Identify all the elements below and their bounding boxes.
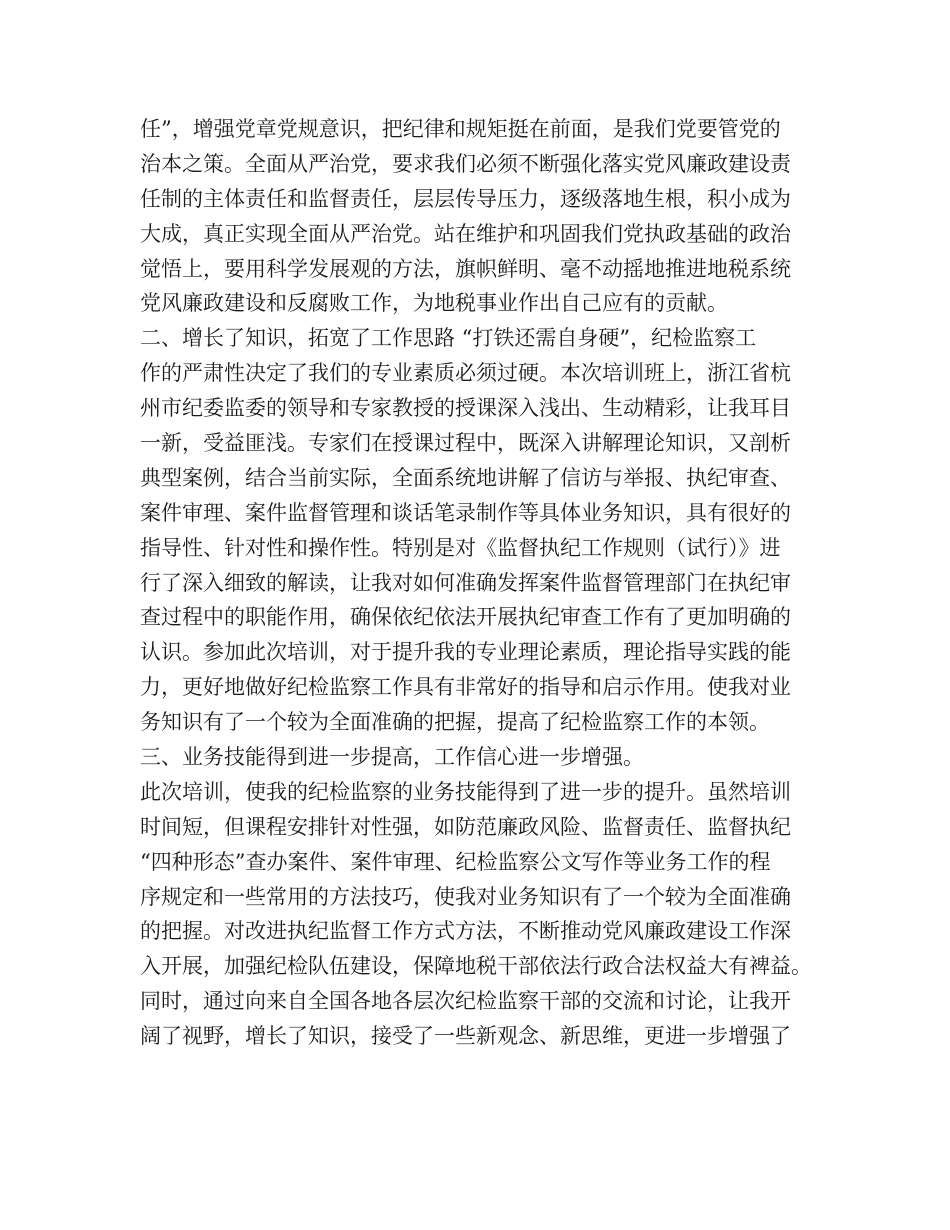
section-heading-2: 二、增长了知识，拓宽了工作思路 “打铁还需自身硬”，纪检监察工 bbox=[140, 326, 757, 351]
text-line: 案件审理、案件监督管理和谈话笔录制作等具体业务知识，具有很好的 bbox=[140, 500, 791, 525]
text-line: 的把握。对改进执纪监督工作方式方法，不断推动党风廉政建设工作深 bbox=[140, 919, 791, 944]
body-text bbox=[140, 112, 830, 1054]
text-line: 务知识有了一个较为全面准确的把握，提高了纪检监察工作的本领。 bbox=[140, 710, 770, 735]
text-line: 作的严肃性决定了我们的专业素质必须过硬。本次培训班上，浙江省杭 bbox=[140, 361, 791, 386]
text-line: 大成，真正实现全面从严治党。站在维护和巩固我们党执政基础的政治 bbox=[140, 221, 791, 246]
text-line: 阔了视野，增长了知识，接受了一些新观念、新思维，更进一步增强了 bbox=[140, 1024, 791, 1049]
text-line: 此次培训，使我的纪检监察的业务技能得到了进一步的提升。虽然培训 bbox=[140, 779, 791, 804]
text-line: 指导性、针对性和操作性。特别是对《监督执纪工作规则（试行）》进 bbox=[140, 535, 781, 560]
text-line: 认识。参加此次培训，对于提升我的专业理论素质，理论指导实践的能 bbox=[140, 640, 791, 665]
text-line: 一新，受益匪浅。专家们在授课过程中，既深入讲解理论知识，又剖析 bbox=[140, 431, 791, 456]
text-line: 力，更好地做好纪检监察工作具有非常好的指导和启示作用。使我对业 bbox=[140, 675, 791, 700]
text-line: “四种形态”查办案件、案件审理、纪检监察公文写作等业务工作的程 bbox=[140, 849, 771, 874]
text-line: 行了深入细致的解读，让我对如何准确发挥案件监督管理部门在执纪审 bbox=[140, 570, 791, 595]
text-line: 治本之策。全面从严治党，要求我们必须不断强化落实党风廉政建设责 bbox=[140, 151, 791, 176]
text-line: 序规定和一些常用的方法技巧，使我对业务知识有了一个较为全面准确 bbox=[140, 884, 791, 909]
text-line: 任制的主体责任和监督责任，层层传导压力，逐级落地生根，积小成为 bbox=[140, 186, 791, 211]
text-line: 任”，增强党章党规意识，把纪律和规矩挺在前面，是我们党要管党的 bbox=[140, 117, 781, 141]
text-line: 典型案例，结合当前实际，全面系统地讲解了信访与举报、执纪审查、 bbox=[140, 465, 791, 490]
text-line: 入开展，加强纪检队伍建设，保障地税干部依法行政合法权益大有裨益。 bbox=[140, 954, 812, 979]
text-line: 州市纪委监委的领导和专家教授的授课深入浅出、生动精彩，让我耳目 bbox=[140, 396, 791, 421]
text-line: 查过程中的职能作用，确保依纪依法开展执纪审查工作有了更加明确的 bbox=[140, 605, 791, 630]
text-line: 党风廉政建设和反腐败工作，为地税事业作出自己应有的贡献。 bbox=[140, 291, 728, 316]
text-line: 时间短，但课程安排针对性强，如防范廉政风险、监督责任、监督执纪 bbox=[140, 814, 791, 839]
section-heading-3: 三、业务技能得到进一步提高，工作信心进一步增强。 bbox=[140, 745, 644, 770]
text-line: 同时，通过向来自全国各地各层次纪检监察干部的交流和讨论，让我开 bbox=[140, 989, 791, 1014]
text-line: 觉悟上，要用科学发展观的方法，旗帜鲜明、毫不动摇地推进地税系统 bbox=[140, 256, 791, 281]
